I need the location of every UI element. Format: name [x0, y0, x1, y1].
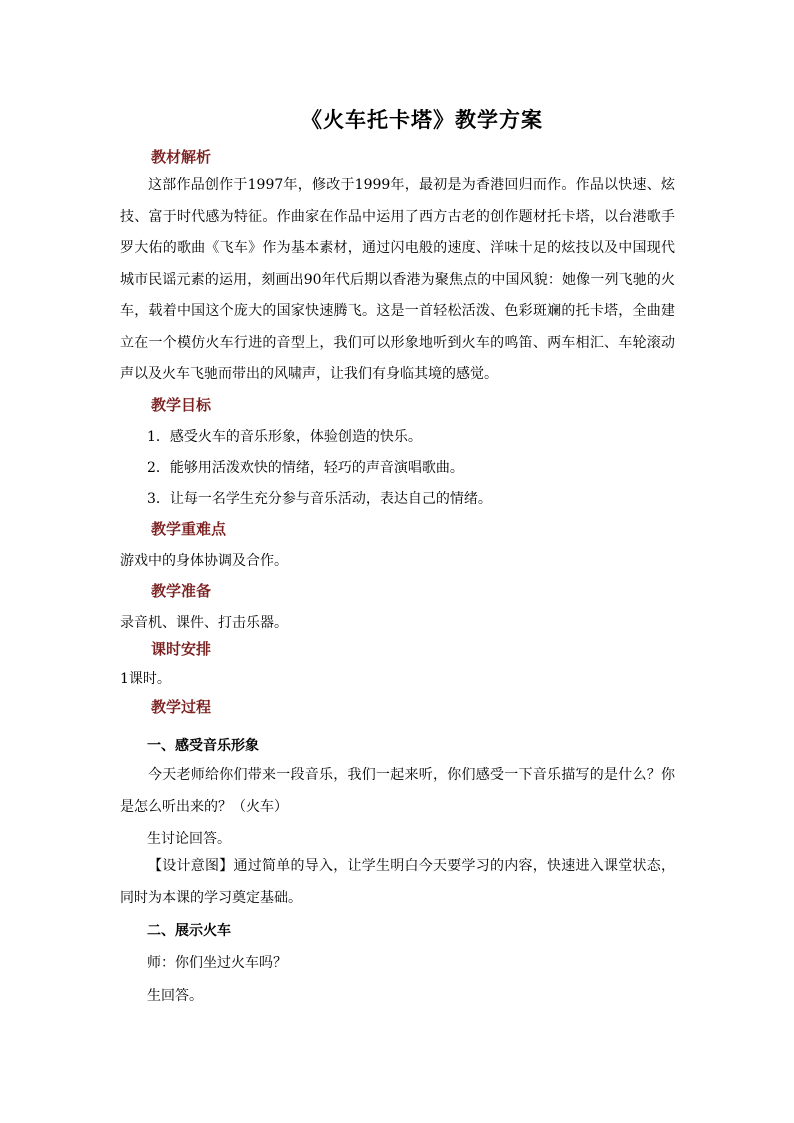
- heading-goals: 教学目标: [151, 396, 212, 414]
- step2-title: 二、展示火车: [147, 923, 231, 939]
- goal-item-2: 2．能够用活泼欢快的情绪，轻巧的声音演唱歌曲。: [147, 460, 464, 476]
- step1-title: 一、感受音乐形象: [147, 738, 259, 754]
- step2-teacher-line: 师：你们坐过火车吗？: [147, 955, 287, 971]
- analysis-paragraph: 这部作品创作于1997年，修改于1999年，最初是为香港回归而作。作品以快速、炫技、富于时代感为特征。作曲家在作品中运用了西方古老的创作题材托卡塔，以台港歌手罗大佑的歌曲《飞车》作为基本素材，通过闪电般的速度、洋味十足的炫技以及中国现代城市民谣元素的运用，刻画出90年代后期以香港为聚焦点的中国风貌：她像一列飞驰的火车，载着中国这个庞大的国家快速腾飞。这是一首轻松活泼、色彩斑斓的托卡塔，全曲建立在一个模仿火车行进的音型上，我们可以形象地听到火车的鸣笛、两车相汇、车轮滚动声以及火车飞驰而带出的风啸声，让我们有身临其境的感觉。: [120, 177, 675, 382]
- step2-student-line: 生回答。: [147, 988, 203, 1004]
- step1-paragraph: 今天老师给你们带来一段音乐，我们一起来听，你们感受一下音乐描写的是什么？你是怎么听出来的？（火车）: [120, 767, 675, 815]
- heading-preparation: 教学准备: [151, 582, 212, 600]
- step1-design-note: 【设计意图】通过简单的导入，让学生明白今天要学习的内容，快速进入课堂状态，同时为本课的学习奠定基础。: [120, 858, 675, 906]
- step1-response: 生讨论回答。: [147, 831, 231, 847]
- heading-process: 教学过程: [151, 698, 212, 716]
- heading-schedule: 课时安排: [151, 640, 212, 658]
- goal-item-1: 1．感受火车的音乐形象，体验创造的快乐。: [147, 429, 422, 445]
- document-title: 《火车托卡塔》教学方案: [301, 107, 543, 132]
- preparation-text: 录音机、课件、打击乐器。: [120, 615, 288, 631]
- difficulty-text: 游戏中的身体协调及合作。: [120, 553, 288, 569]
- heading-analysis: 教材解析: [151, 148, 212, 166]
- heading-difficulty: 教学重难点: [151, 520, 227, 538]
- schedule-text: 1课时。: [120, 671, 171, 687]
- goal-item-3: 3．让每一名学生充分参与音乐活动，表达自己的情绪。: [147, 491, 492, 507]
